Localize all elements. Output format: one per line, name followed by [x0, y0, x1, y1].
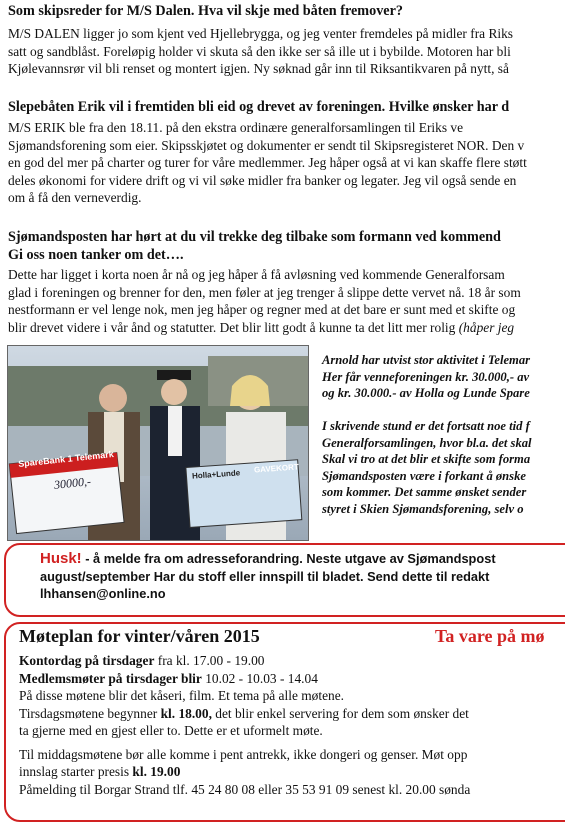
medlemsmoter-line: Medlemsmøter på tirsdager blir 10.02 - 10.03 - 14.04: [19, 670, 318, 686]
paragraph-line: ta gjerne med en gjest eller to. Dette er et uformelt møte.: [19, 723, 323, 738]
caption-line: som kommer. Det samme ønsket sender: [322, 485, 527, 499]
heading-ms-dalen: Som skipsreder for M/S Dalen. Hva vil skje med båten fremover?: [8, 3, 403, 19]
cheque-amount: 30000,-: [53, 474, 92, 492]
caption-line: Generalforsamlingen, hvor bl.a. det skal: [322, 435, 532, 450]
cheque-bank-label: SpareBank 1 Telemark: [17, 449, 115, 469]
paragraph-line: deles økonomi for videre drift og vi vil søke midler fra banker og legater. Jeg vil også sende en: [8, 172, 517, 188]
caption-spacer: [322, 402, 565, 419]
heading-formann-1: Sjømandsposten har hørt at du vil trekke deg tilbake som formann ved kommend: [8, 229, 501, 245]
ta-vare-paa-heading: Ta vare på mø: [435, 626, 545, 646]
husk-line-1: Husk! - å melde fra om adresseforandring. Neste utgave av Sjømandspost: [40, 550, 496, 567]
paragraph-line: om å få den verneverdig.: [8, 190, 142, 205]
article-formann: [8, 228, 565, 336]
heading-erik: Slepebåten Erik vil i fremtiden bli eid og drevet av foreningen. Hvilke ønsker har d: [8, 99, 510, 115]
husk-line-2: august/september Har du stoff eller innspill til bladet. Send dette til redakt: [40, 568, 490, 584]
tirsdag-line: Tirsdagsmøtene begynner kl. 18.00, det blir enkel servering for dem som ønsker det: [19, 705, 469, 721]
photo-cheque-handover: [7, 345, 309, 541]
paragraph-line: glad i foreningen og brenner for den, men føler at jeg trenger å slippe dette vervet nå. 18 år som: [8, 284, 521, 300]
caption-line: I skrivende stund er det fortsatt noe tid f: [322, 419, 530, 433]
italic-remark: (håper jeg: [458, 319, 515, 335]
article-slepebaaten-erik: [8, 98, 565, 207]
paragraph-line: en god del mer på charter og turer for våre medlemmer. Jeg håper også at vi kan skaffe flere støtt: [8, 155, 527, 170]
heading-formann-2: Gi oss noen tanker om det….: [8, 247, 184, 263]
moteplan-content: [19, 652, 565, 798]
husk-notice-box: [4, 543, 565, 617]
paamelding-line: Påmelding til Borgar Strand tlf. 45 24 80 08 eller 35 53 91 09 senest kl. 20.00 sønda: [19, 781, 471, 797]
paragraph-line: Dette har ligget i korta noen år nå og jeg håper å få avløsning ved kommende Generalforsam: [8, 267, 505, 282]
caption-line: Sjømandsposten være i forkant å ønske: [322, 468, 526, 483]
paragraph-line: nestformann er vel lenge nok, men jeg håper og regner med at det bare er sunt med et skifte og: [8, 302, 516, 317]
kontordag-line: Kontordag på tirsdager fra kl. 17.00 - 19.00: [19, 653, 265, 668]
paragraph-line-last: blir drevet videre i vår ånd og statutter. Det blir litt godt å kunne ta det litt mer rolig (håper jeg: [8, 319, 515, 335]
photo-caption: [322, 352, 565, 517]
paragraph-line: Sjømandsforening som eier. Skipsskjøtet og dokumenter er sendt til Skipsregisteret NOR. Den v: [8, 137, 525, 153]
photo-illustration: [8, 346, 308, 540]
paragraph-line: Kjølevannsrør vil bli renset og montert igjen. Ny søknad går inn til Riksantikvaren på nytt, så: [8, 61, 509, 76]
paragraph-line: M/S DALEN ligger jo som kjent ved Hjellebrygga, og jeg venter fremdeles på midler fra Riks: [8, 26, 513, 41]
paragraph-line: Til middagsmøtene bør alle komme i pent antrekk, ikke dongeri og genser. Møt opp: [19, 746, 468, 762]
editor-email-link[interactable]: lhhansen@online.no: [40, 586, 166, 601]
article-skipsreder: [8, 2, 565, 78]
card-label: GAVEKORT: [253, 462, 300, 475]
caption-line: Skal vi tro at det blir et skifte som forma: [322, 452, 531, 466]
husk-label: Husk!: [40, 550, 82, 567]
paragraph-line: M/S ERIK ble fra den 18.11. på den ekstra ordinære generalforsamlingen til Eriks ve: [8, 120, 464, 135]
caption-line: og kr. 30.000.- av Holla og Lunde Spare: [322, 386, 530, 400]
caption-line: Arnold har utvist stor aktivitet i Telemar: [322, 353, 531, 367]
paragraph-line: satt og sandblåst. Foreløpig holder vi skuta så den ikke ser så ille ut i bybilde. Motoren har bli: [8, 43, 511, 59]
caption-line: Her får venneforeningen kr. 30.000,- av: [322, 369, 530, 384]
moteplan-title: Møteplan for vinter/våren 2015: [19, 626, 260, 646]
card-brand: Holla+Lunde: [191, 468, 241, 481]
presis-line: innslag starter presis kl. 19.00: [19, 764, 181, 779]
paragraph-line: På disse møtene blir det kåseri, film. Et tema på alle møtene.: [19, 688, 344, 703]
caption-line: styret i Skien Sjømandsforening, selv o: [322, 501, 524, 516]
